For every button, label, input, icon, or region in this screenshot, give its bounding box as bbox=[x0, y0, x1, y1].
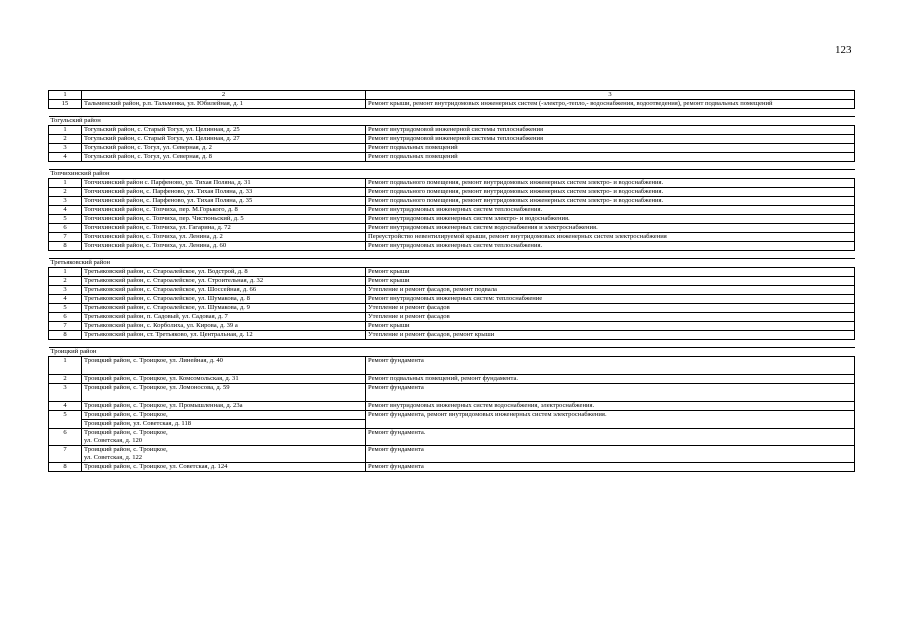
row-number: 1 bbox=[49, 268, 82, 277]
row-work: Ремонт внутридомовых инженерных систем: теплоснабжение bbox=[366, 295, 855, 304]
row-work: Ремонт внутридомовых инженерных систем водоснабжения, электроснабжения. bbox=[366, 402, 855, 411]
table-row bbox=[49, 331, 855, 340]
table-row bbox=[49, 402, 855, 411]
row-work: Ремонт внутридомовой инженерной системы теплоснабжения bbox=[366, 135, 855, 144]
row-address: Третьяковский район, с. Корболиха, ул. Кирова, д. 39 а bbox=[82, 322, 366, 331]
table-row bbox=[49, 126, 855, 135]
row-number: 3 bbox=[49, 144, 82, 153]
table-row bbox=[49, 135, 855, 144]
row-address-line: ул. Советская, д. 122 bbox=[84, 454, 143, 461]
row-number: 5 bbox=[49, 304, 82, 313]
row-number: 1 bbox=[49, 179, 82, 188]
row-number: 2 bbox=[49, 135, 82, 144]
row-work: Переустройство невентилируемой крыши, ремонт внутридомовых инженерных систем электроснабжения bbox=[366, 233, 855, 242]
row-work: Утепление и ремонт фасадов, ремонт подвала bbox=[366, 286, 855, 295]
row-number: 7 bbox=[49, 322, 82, 331]
table-header-row bbox=[49, 91, 855, 100]
repair-program-table bbox=[48, 90, 855, 472]
row-work: Утепление и ремонт фасадов bbox=[366, 304, 855, 313]
section-title: Троицкий район bbox=[49, 348, 855, 357]
row-address: Третьяковский район, с. Староалейское, ул. Строительная, д. 32 bbox=[82, 277, 366, 286]
header-col-1: 1 bbox=[49, 91, 82, 100]
section-header bbox=[49, 259, 855, 268]
row-work: Ремонт внутридомовой инженерной системы теплоснабжения bbox=[366, 126, 855, 135]
row-work: Ремонт подвального помещения, ремонт внутридомовых инженерных систем электро- и водоснабжения. bbox=[366, 179, 855, 188]
row-number: 6 bbox=[49, 224, 82, 233]
table-row bbox=[49, 224, 855, 233]
row-work: Утепление и ремонт фасадов bbox=[366, 313, 855, 322]
section-title: Топчихинский район bbox=[49, 170, 855, 179]
row-number: 2 bbox=[49, 375, 82, 384]
section-header bbox=[49, 348, 855, 357]
row-number: 4 bbox=[49, 402, 82, 411]
row-number: 5 bbox=[49, 411, 82, 429]
row-address-line: Троицкий район, ул. Советская, д. 118 bbox=[82, 419, 365, 428]
row-address: Топчихинский район, с. Топчиха, пер. М.Горького, д. 8 bbox=[82, 206, 366, 215]
row-work: Ремонт крыши bbox=[366, 322, 855, 331]
row-work: Ремонт подвального помещения, ремонт внутридомовых инженерных систем электро- и водоснабжения. bbox=[366, 188, 855, 197]
row-address: Третьяковский район, п. Садовый, ул. Садовая, д. 7 bbox=[82, 313, 366, 322]
row-address bbox=[82, 446, 366, 463]
row-number: 4 bbox=[49, 295, 82, 304]
row-address: Троицкий район, с. Троицкое, ул. Советская, д. 124 bbox=[82, 463, 366, 472]
section-header bbox=[49, 117, 855, 126]
row-number: 2 bbox=[49, 277, 82, 286]
row-number: 3 bbox=[49, 286, 82, 295]
section-header bbox=[49, 170, 855, 179]
table-row bbox=[49, 411, 855, 429]
row-address: Троицкий район, с. Троицкое, ул. Промышленная, д. 23а bbox=[82, 402, 366, 411]
table-row bbox=[49, 215, 855, 224]
table-row bbox=[49, 375, 855, 384]
table-row bbox=[49, 304, 855, 313]
row-number: 8 bbox=[49, 242, 82, 251]
row-address: Тогульский район, с. Старый Тогул, ул. Целинная, д. 27 bbox=[82, 135, 366, 144]
header-col-2: 2 bbox=[82, 91, 366, 100]
row-number: 1 bbox=[49, 126, 82, 135]
row-number: 1 bbox=[49, 357, 82, 375]
row-address: Тальменский район, р.п. Тальменка, ул. Юбилейная, д. 1 bbox=[82, 100, 366, 109]
row-work: Утепление и ремонт фасадов, ремонт крыши bbox=[366, 331, 855, 340]
row-work: Ремонт внутридомовых инженерных систем электро- и водоснабжения. bbox=[366, 215, 855, 224]
row-address: Топчихинский район, с. Топчиха, пер. Чистюньский, д. 5 bbox=[82, 215, 366, 224]
row-address: Топчихинский район с. Парфеново, ул. Тихая Поляна, д. 31 bbox=[82, 179, 366, 188]
row-number: 5 bbox=[49, 215, 82, 224]
row-address: Третьяковский район, с. Староалейское, ул. Шумакова, д. 9 bbox=[82, 304, 366, 313]
section-spacer bbox=[49, 109, 855, 117]
row-number: 8 bbox=[49, 331, 82, 340]
row-number: 7 bbox=[49, 233, 82, 242]
row-address: Топчихинский район, с. Топчиха, ул. Ленина, д. 60 bbox=[82, 242, 366, 251]
table-row bbox=[49, 429, 855, 446]
section-spacer bbox=[49, 251, 855, 259]
row-address: Третьяковский район, с. Староалейское, ул. Шоссейная, д. 66 bbox=[82, 286, 366, 295]
table-row bbox=[49, 188, 855, 197]
row-address bbox=[82, 411, 366, 429]
row-address: Третьяковский район, ст. Третьяково, ул. Центральная, д. 12 bbox=[82, 331, 366, 340]
row-address: Тогульский район, с. Старый Тогул, ул. Целинная, д. 25 bbox=[82, 126, 366, 135]
row-number: 3 bbox=[49, 384, 82, 402]
section-title: Тогульский район bbox=[49, 117, 855, 126]
row-address: Троицкий район, с. Троицкое, ул. Комсомольская, д. 31 bbox=[82, 375, 366, 384]
row-work: Ремонт крыши bbox=[366, 268, 855, 277]
row-number: 8 bbox=[49, 463, 82, 472]
table-row bbox=[49, 242, 855, 251]
row-work: Ремонт внутридомовых инженерных систем водоснабжения и электроснабжения. bbox=[366, 224, 855, 233]
row-number: 4 bbox=[49, 153, 82, 162]
row-work: Ремонт фундамента bbox=[366, 384, 855, 402]
row-work: Ремонт фундамента bbox=[366, 446, 855, 463]
row-number: 15 bbox=[49, 100, 82, 109]
row-work: Ремонт крыши, ремонт внутридомовых инженерных систем (-электро,-тепло,- водоснабжения, водоотведения), ремонт подвальных помещений bbox=[366, 100, 855, 109]
table-row bbox=[49, 100, 855, 109]
row-address-line: ул. Советская, д. 120 bbox=[84, 437, 143, 444]
table-row bbox=[49, 206, 855, 215]
row-number: 7 bbox=[49, 446, 82, 463]
row-address-line: Троицкий район, с. Троицкое, bbox=[84, 411, 168, 418]
row-address: Троицкий район, с. Троицкое, ул. Ломоносова, д. 59 bbox=[82, 384, 366, 402]
row-number: 6 bbox=[49, 313, 82, 322]
row-work: Ремонт фундамента bbox=[366, 463, 855, 472]
row-work: Ремонт подвальных помещений, ремонт фундамента. bbox=[366, 375, 855, 384]
row-address: Топчихинский район, с. Топчиха, ул. Гагарина, д. 72 bbox=[82, 224, 366, 233]
page-number: 123 bbox=[835, 44, 852, 56]
row-work: Ремонт подвальных помещений bbox=[366, 153, 855, 162]
row-number: 4 bbox=[49, 206, 82, 215]
table-row bbox=[49, 277, 855, 286]
row-number: 6 bbox=[49, 429, 82, 446]
table-row bbox=[49, 384, 855, 402]
table-row bbox=[49, 357, 855, 375]
row-address: Троицкий район, с. Троицкое, ул. Линейная, д. 40 bbox=[82, 357, 366, 375]
row-work: Ремонт внутридомовых инженерных систем теплоснабжения. bbox=[366, 242, 855, 251]
table-row bbox=[49, 313, 855, 322]
section-spacer bbox=[49, 340, 855, 348]
table-row bbox=[49, 153, 855, 162]
header-col-3: 3 bbox=[366, 91, 855, 100]
section-spacer bbox=[49, 162, 855, 170]
table-row bbox=[49, 322, 855, 331]
table-row bbox=[49, 295, 855, 304]
row-address: Топчихинский район, с. Топчиха, ул. Ленина, д. 2 bbox=[82, 233, 366, 242]
row-address: Тогульский район, с. Тогул, ул. Северная, д. 2 bbox=[82, 144, 366, 153]
row-number: 2 bbox=[49, 188, 82, 197]
section-title: Третьяковский район bbox=[49, 259, 855, 268]
row-address: Тогульский район, с. Тогул, ул. Северная, д. 8 bbox=[82, 153, 366, 162]
table-row bbox=[49, 286, 855, 295]
row-work: Ремонт подвальных помещений bbox=[366, 144, 855, 153]
row-address: Топчихинский район, с. Парфеново, ул. Тихая Поляна, д. 35 bbox=[82, 197, 366, 206]
row-address: Третьяковский район, с. Староалейское, ул. Водстрой, д. 8 bbox=[82, 268, 366, 277]
row-address: Топчихинский район, с. Парфеново, ул. Тихая Поляна, д. 33 bbox=[82, 188, 366, 197]
row-number: 3 bbox=[49, 197, 82, 206]
table-row bbox=[49, 268, 855, 277]
row-work: Ремонт фундамента bbox=[366, 357, 855, 375]
table-row bbox=[49, 446, 855, 463]
table-row bbox=[49, 463, 855, 472]
table-row bbox=[49, 144, 855, 153]
row-work: Ремонт подвального помещения, ремонт внутридомовых инженерных систем электро- и водоснабжения. bbox=[366, 197, 855, 206]
row-work: Ремонт фундамента, ремонт внутридомовых инженерных систем электроснабжения. bbox=[366, 411, 855, 429]
table-row bbox=[49, 233, 855, 242]
table-row bbox=[49, 179, 855, 188]
row-work: Ремонт крыши bbox=[366, 277, 855, 286]
row-address bbox=[82, 429, 366, 446]
row-work: Ремонт внутридомовых инженерных систем теплоснабжения. bbox=[366, 206, 855, 215]
row-work: Ремонт фундамента. bbox=[366, 429, 855, 446]
table-row bbox=[49, 197, 855, 206]
row-address-line: Троицкий район, с. Троицкое, bbox=[84, 446, 168, 453]
row-address: Третьяковский район, с. Староалейское, ул. Шумакова, д. 8 bbox=[82, 295, 366, 304]
row-address-line: Троицкий район, с. Троицкое, bbox=[84, 429, 168, 436]
